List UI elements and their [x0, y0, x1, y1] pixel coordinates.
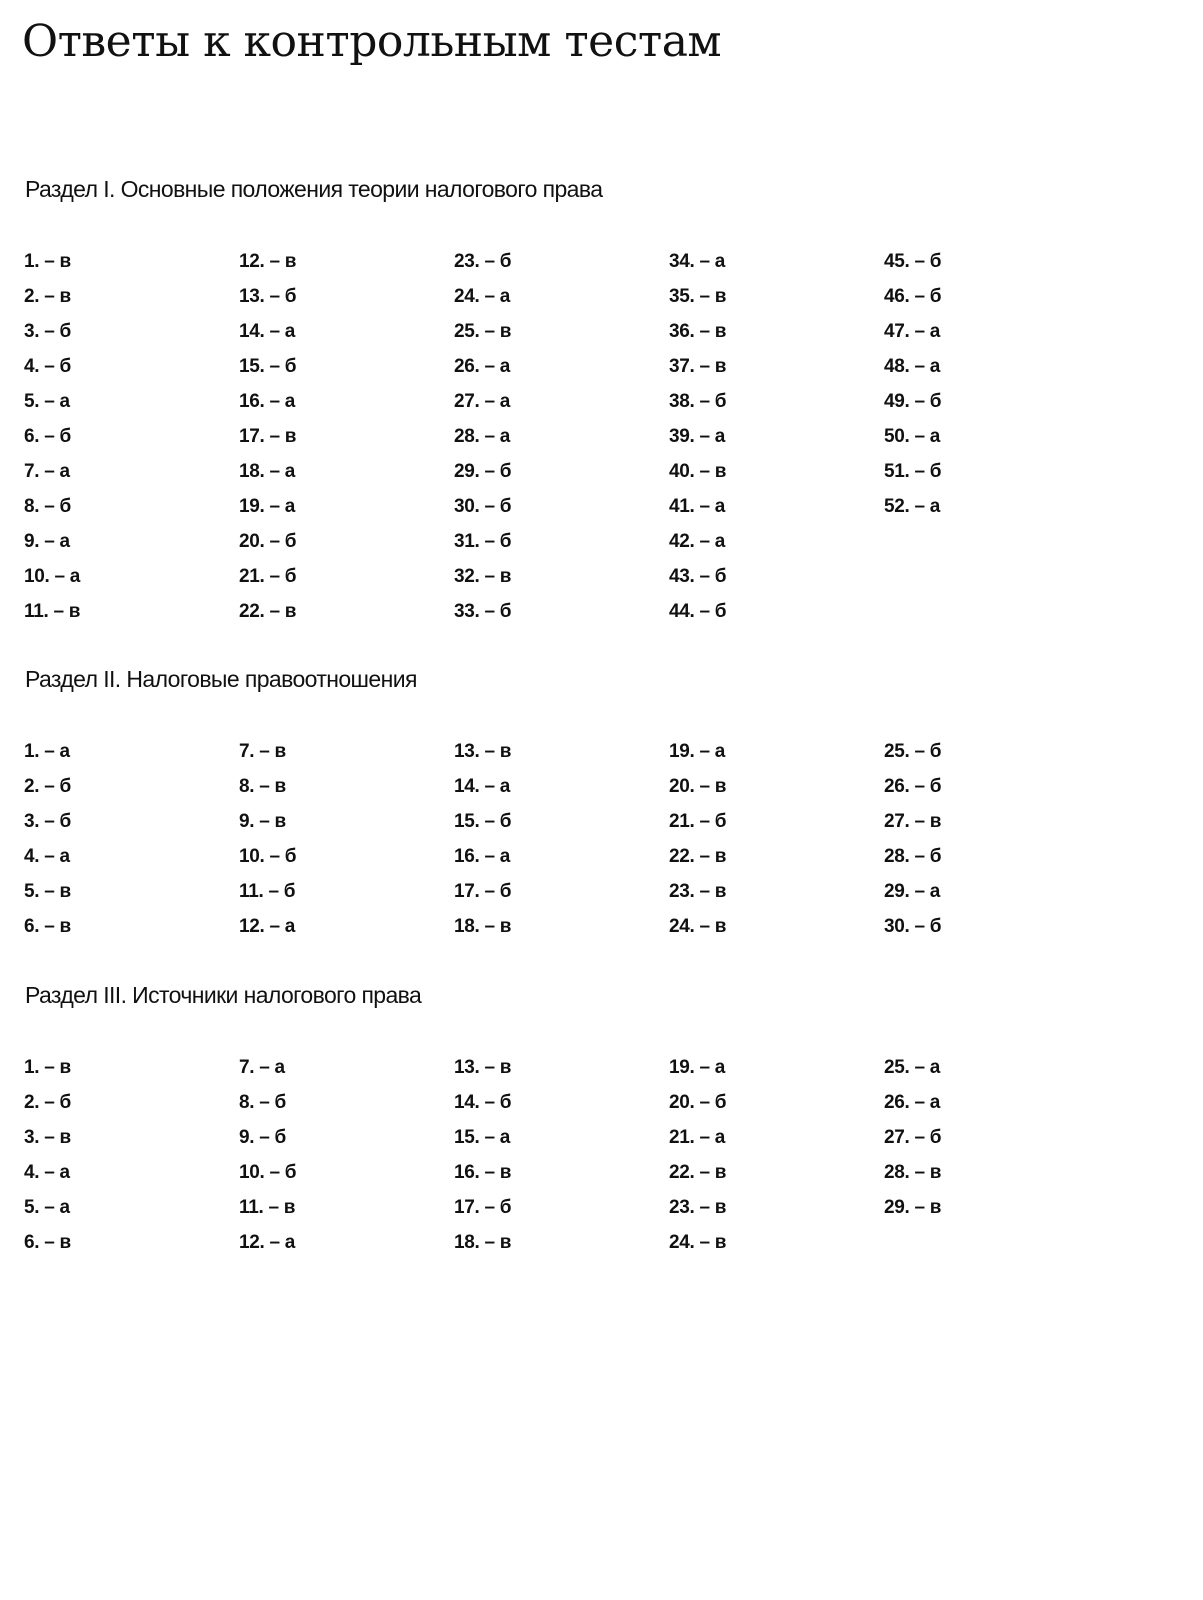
answer-item: 21. – б [239, 566, 297, 587]
answer-item: 20. – б [669, 1092, 727, 1113]
answer-item: 9. – в [239, 811, 286, 832]
answer-item: 27. – а [454, 391, 511, 412]
answer-column [239, 734, 454, 944]
answer-item: 45. – б [884, 251, 942, 272]
answer-item: 10. – б [239, 846, 297, 867]
answer-item: 17. – в [239, 426, 297, 447]
answer-item: 1. – а [24, 741, 70, 762]
answer-item: 5. – а [24, 1197, 70, 1218]
answer-item: 20. – в [669, 776, 727, 797]
answer-item: 9. – а [24, 531, 70, 552]
answer-item: 26. – б [884, 776, 942, 797]
answer-item: 19. – а [239, 496, 296, 517]
answer-item: 6. – в [24, 916, 71, 937]
answer-item: 24. – в [669, 916, 727, 937]
section-heading: Раздел II. Налоговые правоотношения [25, 666, 417, 692]
answer-item: 6. – б [24, 426, 71, 447]
answer-item: 8. – б [24, 496, 71, 517]
answer-column [669, 734, 884, 944]
answer-item: 28. – б [884, 846, 942, 867]
answer-item: 1. – в [24, 1057, 71, 1078]
answer-item: 14. – а [454, 776, 511, 797]
answer-item: 16. – а [239, 391, 296, 412]
answer-column [884, 1050, 1099, 1260]
answer-item: 11. – б [239, 881, 296, 902]
answer-item: 35. – в [669, 286, 727, 307]
answer-item: 18. – а [239, 461, 296, 482]
answer-item: 10. – б [239, 1162, 297, 1183]
answers-grid [24, 244, 1099, 629]
answer-item: 17. – б [454, 1197, 512, 1218]
answer-item: 33. – б [454, 601, 512, 622]
answer-column [669, 244, 884, 629]
answer-item: 11. – в [24, 601, 81, 622]
answer-column [884, 244, 1099, 629]
answer-item: 7. – в [239, 741, 286, 762]
answer-item: 34. – а [669, 251, 726, 272]
answer-column [669, 1050, 884, 1260]
answers-grid [24, 1050, 1099, 1260]
answer-item: 2. – в [24, 286, 71, 307]
answer-item: 44. – б [669, 601, 727, 622]
page-title: Ответы к контрольным тестам [22, 16, 722, 67]
answer-item: 32. – в [454, 566, 512, 587]
answer-item: 1. – в [24, 251, 71, 272]
answer-item: 14. – б [454, 1092, 512, 1113]
answer-item: 22. – в [669, 1162, 727, 1183]
answer-item: 15. – б [239, 356, 297, 377]
answer-item: 9. – б [239, 1127, 286, 1148]
answer-item: 2. – б [24, 1092, 71, 1113]
answer-item: 19. – а [669, 1057, 726, 1078]
answer-item: 28. – в [884, 1162, 942, 1183]
answer-column [454, 734, 669, 944]
answer-item: 39. – а [669, 426, 726, 447]
answer-item: 15. – б [454, 811, 512, 832]
answer-item: 8. – в [239, 776, 286, 797]
answer-item: 18. – в [454, 1232, 512, 1253]
answer-item: 8. – б [239, 1092, 286, 1113]
answer-item: 3. – б [24, 811, 71, 832]
answer-item: 12. – а [239, 1232, 296, 1253]
answer-item: 3. – в [24, 1127, 71, 1148]
answer-column [239, 1050, 454, 1260]
answer-item: 18. – в [454, 916, 512, 937]
answer-item: 11. – в [239, 1197, 296, 1218]
answer-column [24, 734, 239, 944]
answers-grid [24, 734, 1099, 944]
answer-column [24, 244, 239, 629]
answer-column [884, 734, 1099, 944]
answer-item: 42. – а [669, 531, 726, 552]
answer-item: 21. – б [669, 811, 727, 832]
answer-item: 6. – в [24, 1232, 71, 1253]
answer-item: 12. – в [239, 251, 297, 272]
answer-item: 22. – в [239, 601, 297, 622]
answer-item: 26. – а [454, 356, 511, 377]
answer-item: 48. – а [884, 356, 941, 377]
answer-item: 25. – а [884, 1057, 941, 1078]
section-heading: Раздел III. Источники налогового права [25, 982, 422, 1008]
answer-item: 2. – б [24, 776, 71, 797]
answer-item: 19. – а [669, 741, 726, 762]
answer-item: 23. – б [454, 251, 512, 272]
answer-item: 25. – в [454, 321, 512, 342]
answer-item: 23. – в [669, 881, 727, 902]
answer-column [454, 1050, 669, 1260]
answer-item: 27. – б [884, 1127, 942, 1148]
answer-item: 23. – в [669, 1197, 727, 1218]
answer-column [454, 244, 669, 629]
answer-item: 25. – б [884, 741, 942, 762]
answer-item: 16. – в [454, 1162, 512, 1183]
answer-item: 3. – б [24, 321, 71, 342]
answer-item: 46. – б [884, 286, 942, 307]
answer-item: 29. – а [884, 881, 941, 902]
answer-item: 7. – а [24, 461, 70, 482]
answer-item: 5. – а [24, 391, 70, 412]
answer-item: 16. – а [454, 846, 511, 867]
answer-item: 5. – в [24, 881, 71, 902]
answer-item: 4. – а [24, 846, 70, 867]
answer-item: 20. – б [239, 531, 297, 552]
answer-item: 38. – б [669, 391, 727, 412]
answer-item: 7. – а [239, 1057, 285, 1078]
answer-item: 13. – б [239, 286, 297, 307]
answer-item: 13. – в [454, 1057, 512, 1078]
answer-item: 30. – б [884, 916, 942, 937]
answer-item: 24. – а [454, 286, 511, 307]
answer-item: 52. – а [884, 496, 941, 517]
answer-item: 31. – б [454, 531, 512, 552]
answer-item: 41. – а [669, 496, 726, 517]
answer-item: 15. – а [454, 1127, 511, 1148]
section-heading: Раздел I. Основные положения теории налогового права [25, 176, 603, 202]
answer-item: 49. – б [884, 391, 942, 412]
answer-item: 24. – в [669, 1232, 727, 1253]
answer-column [239, 244, 454, 629]
answer-item: 50. – а [884, 426, 941, 447]
answer-item: 4. – а [24, 1162, 70, 1183]
answer-item: 36. – в [669, 321, 727, 342]
answer-item: 22. – в [669, 846, 727, 867]
answer-item: 29. – б [454, 461, 512, 482]
answer-item: 12. – а [239, 916, 296, 937]
answer-item: 17. – б [454, 881, 512, 902]
answer-item: 30. – б [454, 496, 512, 517]
answer-item: 21. – а [669, 1127, 726, 1148]
answer-item: 47. – а [884, 321, 941, 342]
answer-column [24, 1050, 239, 1260]
answer-item: 28. – а [454, 426, 511, 447]
answer-item: 37. – в [669, 356, 727, 377]
answer-item: 26. – а [884, 1092, 941, 1113]
answer-item: 51. – б [884, 461, 942, 482]
answer-item: 43. – б [669, 566, 727, 587]
answer-item: 40. – в [669, 461, 727, 482]
answer-item: 14. – а [239, 321, 296, 342]
answer-item: 4. – б [24, 356, 71, 377]
answer-item: 27. – в [884, 811, 942, 832]
answer-item: 13. – в [454, 741, 512, 762]
answer-item: 10. – а [24, 566, 81, 587]
answer-item: 29. – в [884, 1197, 942, 1218]
